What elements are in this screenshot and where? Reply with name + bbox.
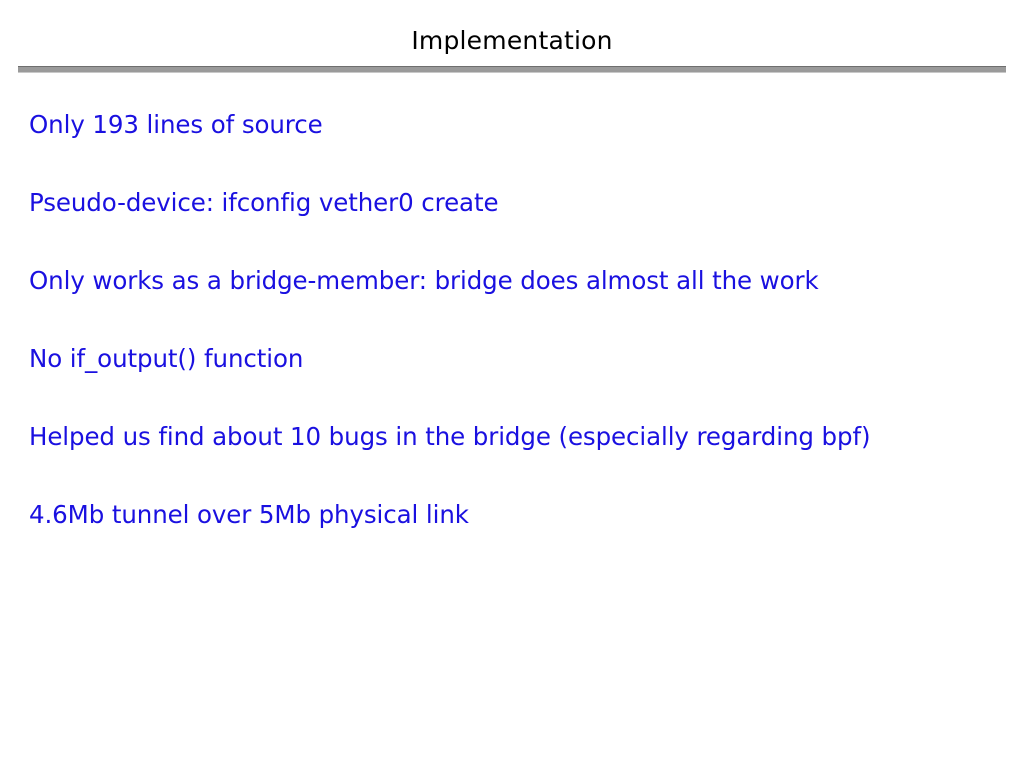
list-item: Pseudo-device: ifconfig vether0 create (29, 187, 499, 217)
bullet-list (29, 112, 989, 529)
page-title: Implementation (411, 26, 613, 55)
list-item: Only 193 lines of source (29, 110, 323, 139)
list-item: Only works as a bridge-member: bridge does almost all the work (29, 265, 819, 295)
title-divider (18, 66, 1006, 73)
list-item: Helped us find about 10 bugs in the bridge (especially regarding bpf) (29, 421, 871, 451)
list-item: No if_output() function (29, 343, 304, 373)
list-item: 4.6Mb tunnel over 5Mb physical link (29, 499, 469, 529)
